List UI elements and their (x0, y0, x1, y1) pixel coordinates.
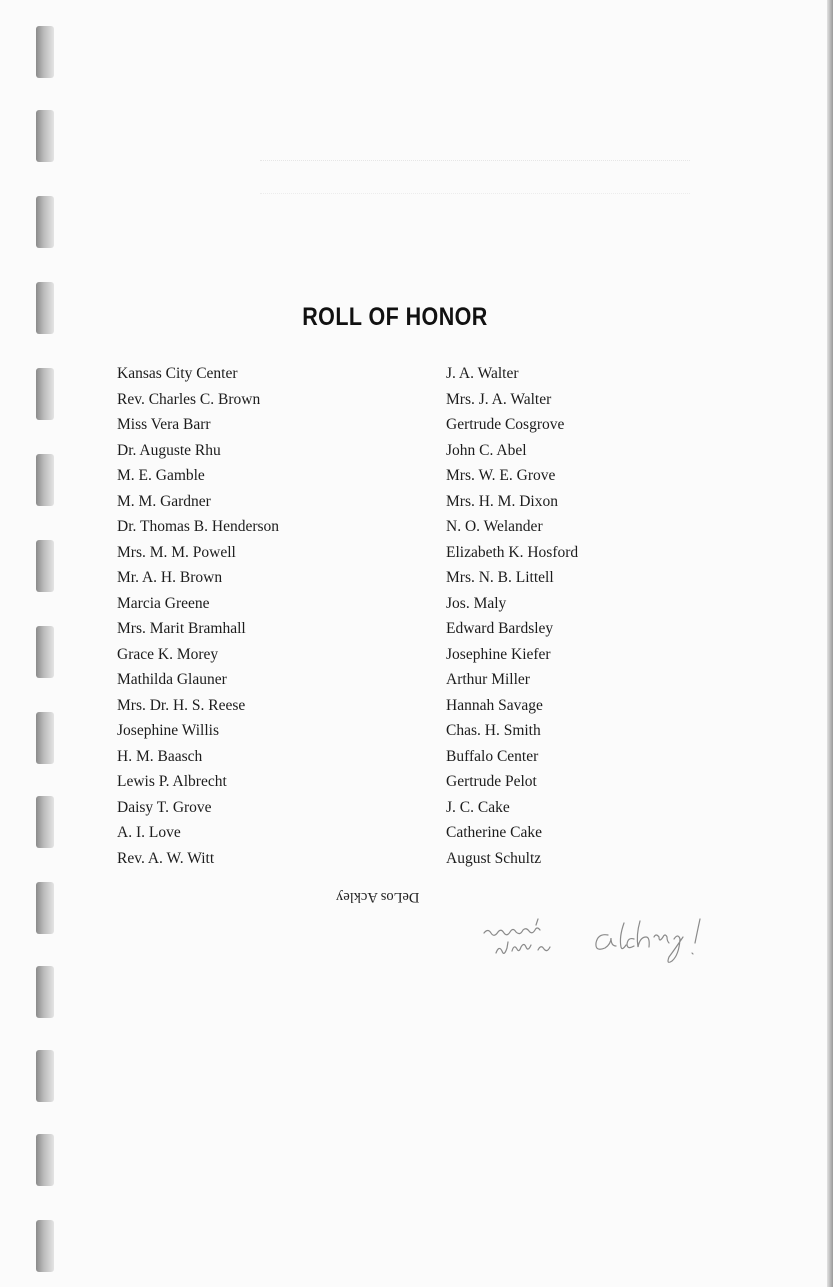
name-entry: Jos. Maly (446, 594, 507, 612)
name-entry: N. O. Welander (446, 518, 543, 535)
name-entry: Dr. Thomas B. Henderson (117, 518, 280, 535)
name-entry: Edward Bardsley (446, 620, 554, 637)
name-entry: Grace K. Morey (117, 645, 219, 663)
binding-hole (36, 454, 54, 506)
name-entry: Mathilda Glauner (117, 671, 227, 688)
binding-hole (36, 26, 54, 78)
name-entry: J. A. Walter (446, 365, 519, 382)
name-entry: August Schultz (446, 849, 542, 867)
name-entry: Mrs. H. M. Dixon (446, 492, 558, 510)
name-entry: Dr. Auguste Rhu (117, 441, 221, 459)
binding-hole (36, 282, 54, 334)
name-entry: Gertrude Pelot (446, 773, 537, 790)
binding-hole (36, 712, 54, 764)
name-entry: Mrs. M. M. Powell (117, 543, 236, 561)
page-edge-shadow (827, 0, 833, 1287)
name-entry: Mrs. Marit Bramhall (117, 620, 246, 637)
name-entry: Chas. H. Smith (446, 722, 541, 739)
binding-hole (36, 368, 54, 420)
inverted-signature: DeLos Ackley (336, 889, 420, 905)
name-entry: M. M. Gardner (117, 492, 211, 510)
name-entry: A. I. Love (117, 824, 181, 841)
name-entry: Gertrude Cosgrove (446, 416, 565, 433)
binding-hole (36, 196, 54, 248)
name-entry: M. E. Gamble (117, 467, 205, 484)
name-entry: Miss Vera Barr (117, 416, 211, 433)
handwritten-note-scribble (478, 905, 728, 970)
name-entry: Elizabeth K. Hosford (446, 543, 579, 561)
name-entry: Rev. A. W. Witt (117, 849, 215, 867)
name-entry: Mrs. J. A. Walter (446, 390, 552, 408)
name-entry: J. C. Cake (446, 798, 510, 816)
name-entry: Rev. Charles C. Brown (117, 390, 261, 408)
name-entry: Mrs. N. B. Littell (446, 569, 554, 586)
binding-hole (36, 110, 54, 162)
name-entry: John C. Abel (446, 441, 527, 459)
binding-hole (36, 1220, 54, 1272)
name-entry: Josephine Willis (117, 722, 219, 739)
name-entry: Catherine Cake (446, 824, 542, 841)
binding-hole (36, 882, 54, 934)
name-entry: Josephine Kiefer (446, 645, 551, 663)
binding-hole (36, 540, 54, 592)
page-title: ROLL OF HONOR (302, 303, 488, 331)
binding-hole (36, 966, 54, 1018)
name-entry: Buffalo Center (446, 747, 539, 765)
name-entry: Arthur Miller (446, 671, 530, 688)
names-column-right (446, 361, 578, 871)
name-entry: Mrs. W. E. Grove (446, 467, 556, 484)
name-entry: Marcia Greene (117, 594, 210, 612)
name-entry: Mrs. Dr. H. S. Reese (117, 696, 246, 714)
names-column-left (117, 361, 279, 871)
name-entry: H. M. Baasch (117, 747, 203, 765)
binding-hole (36, 796, 54, 848)
name-entry: Daisy T. Grove (117, 798, 212, 816)
name-entry: Kansas City Center (117, 365, 238, 382)
name-entry: Mr. A. H. Brown (117, 569, 223, 586)
binding-hole (36, 1050, 54, 1102)
binding-hole (36, 1134, 54, 1186)
faint-bleedthrough (260, 160, 690, 194)
name-entry: Hannah Savage (446, 696, 543, 714)
name-entry: Lewis P. Albrecht (117, 773, 227, 790)
binding-hole (36, 626, 54, 678)
